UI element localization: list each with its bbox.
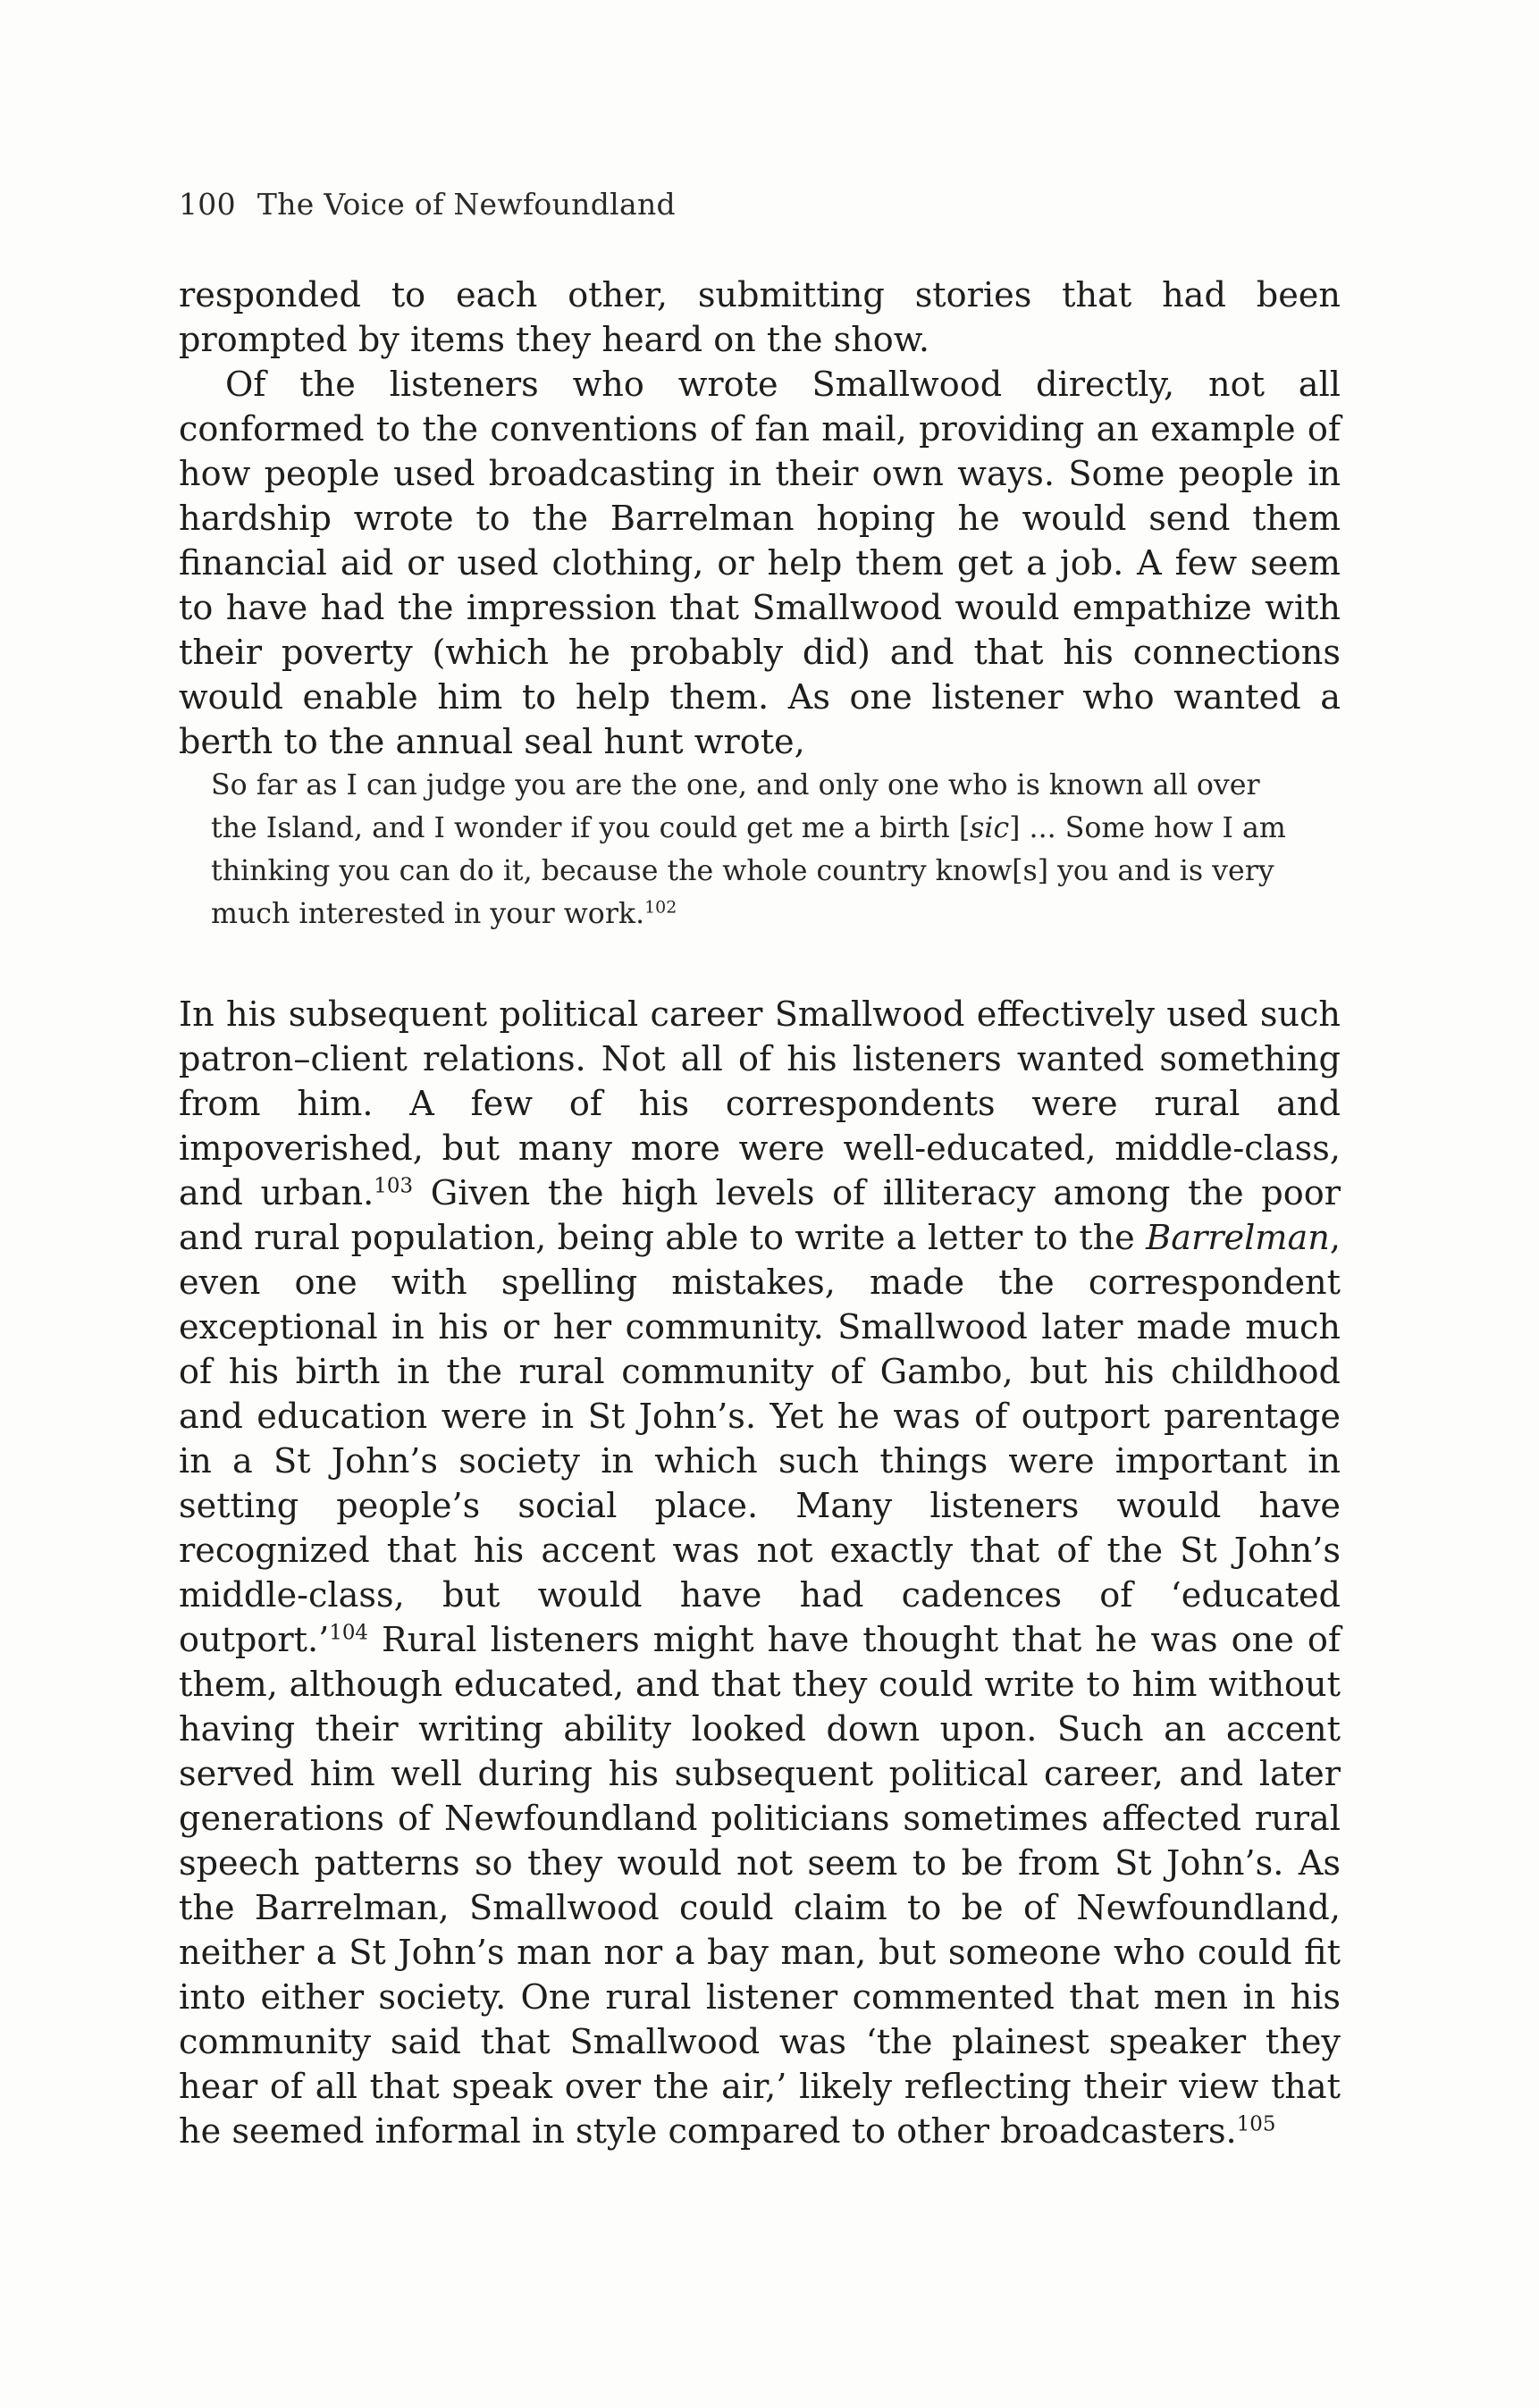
paragraph-patron-client — [179, 993, 1341, 2154]
book-title: The Voice of Newfoundland — [256, 187, 676, 222]
footnote-ref-102: 102 — [644, 897, 677, 918]
sic-italic: sic — [970, 812, 1010, 844]
paragraph-text: Given the high levels of illiteracy among the poor and rural population, being able to write a letter to the — [179, 1174, 1341, 1258]
paragraph-text: Rural listeners might have thought that he was one of them, although educated, and that they could write to him without having their writing ability looked down upon. Such an accent served him well during his subsequent political career, and later generations of Newfoundland politicians sometimes affected rural speech patterns so they would not seem to be from St John’s. As the Barrelman, Smallwood could claim to be of Newfoundland, neither a St John’s man nor a bay man, but someone who could fit into either society. One rural listener commented that men in his community said that Smallwood was ‘the plainest speaker they hear of all that speak over the air,’ likely reflecting their view that he seemed informal in style compared to other broadcasters. — [179, 1621, 1341, 2152]
paragraph-text: In his subsequent political career Smallwood effectively used such patron–client relations. Not all of his listeners wanted something from him. A few of his correspondents were rural and impoverished, but many more were well-educated, middle-class, and urban. — [179, 995, 1341, 1213]
barrelman-italic: Barrelman — [1146, 1219, 1330, 1258]
footnote-ref-103: 103 — [374, 1174, 414, 1198]
paragraph-text: , even one with spelling mistakes, made the correspondent exceptional in his or her community. Smallwood later made much of his birth in the rural community of Gambo, but his childhood and education were in St John’s. Yet he was of outport parentage in a St John’s society in which such things were important in setting people’s social place. Many listeners would have recognized that his accent was not exactly that of the St John’s middle-class, but would have had cadences of ‘educated outport.’ — [179, 1219, 1341, 1660]
footnote-ref-105: 105 — [1236, 2112, 1276, 2136]
quote-text: So far as I can judge you are the one, and only one who is known all over the Island, and I wonder if you could get me a birth [ — [211, 769, 1260, 844]
block-quote — [211, 764, 1310, 936]
paragraph-continuation — [179, 273, 1341, 363]
running-head — [179, 187, 676, 222]
footnote-ref-104: 104 — [329, 1621, 368, 1645]
paragraph-listeners — [179, 363, 1341, 765]
paragraph-text: Of the listeners who wrote Smallwood directly, not all conformed to the conventions of fan mail, providing an example of how people used broadcasting in their own ways. Some people in hardship wrote to the Barrelman hoping he would send them financial aid or used clothing, or help them get a job. A few seem to have had the impression that Smallwood would empathize with their poverty (which he probably did) and that his connections would enable him to help them. As one listener who wanted a berth to the annual seal hunt wrote, — [179, 365, 1341, 762]
quote-text: ] ... Some how I am thinking you can do it, because the whole country know[s] you and is very much interested in your work. — [211, 812, 1286, 930]
paragraph-text: responded to each other, submitting stories that had been prompted by items they heard on the show. — [179, 276, 1341, 360]
page-number: 100 — [179, 187, 236, 222]
